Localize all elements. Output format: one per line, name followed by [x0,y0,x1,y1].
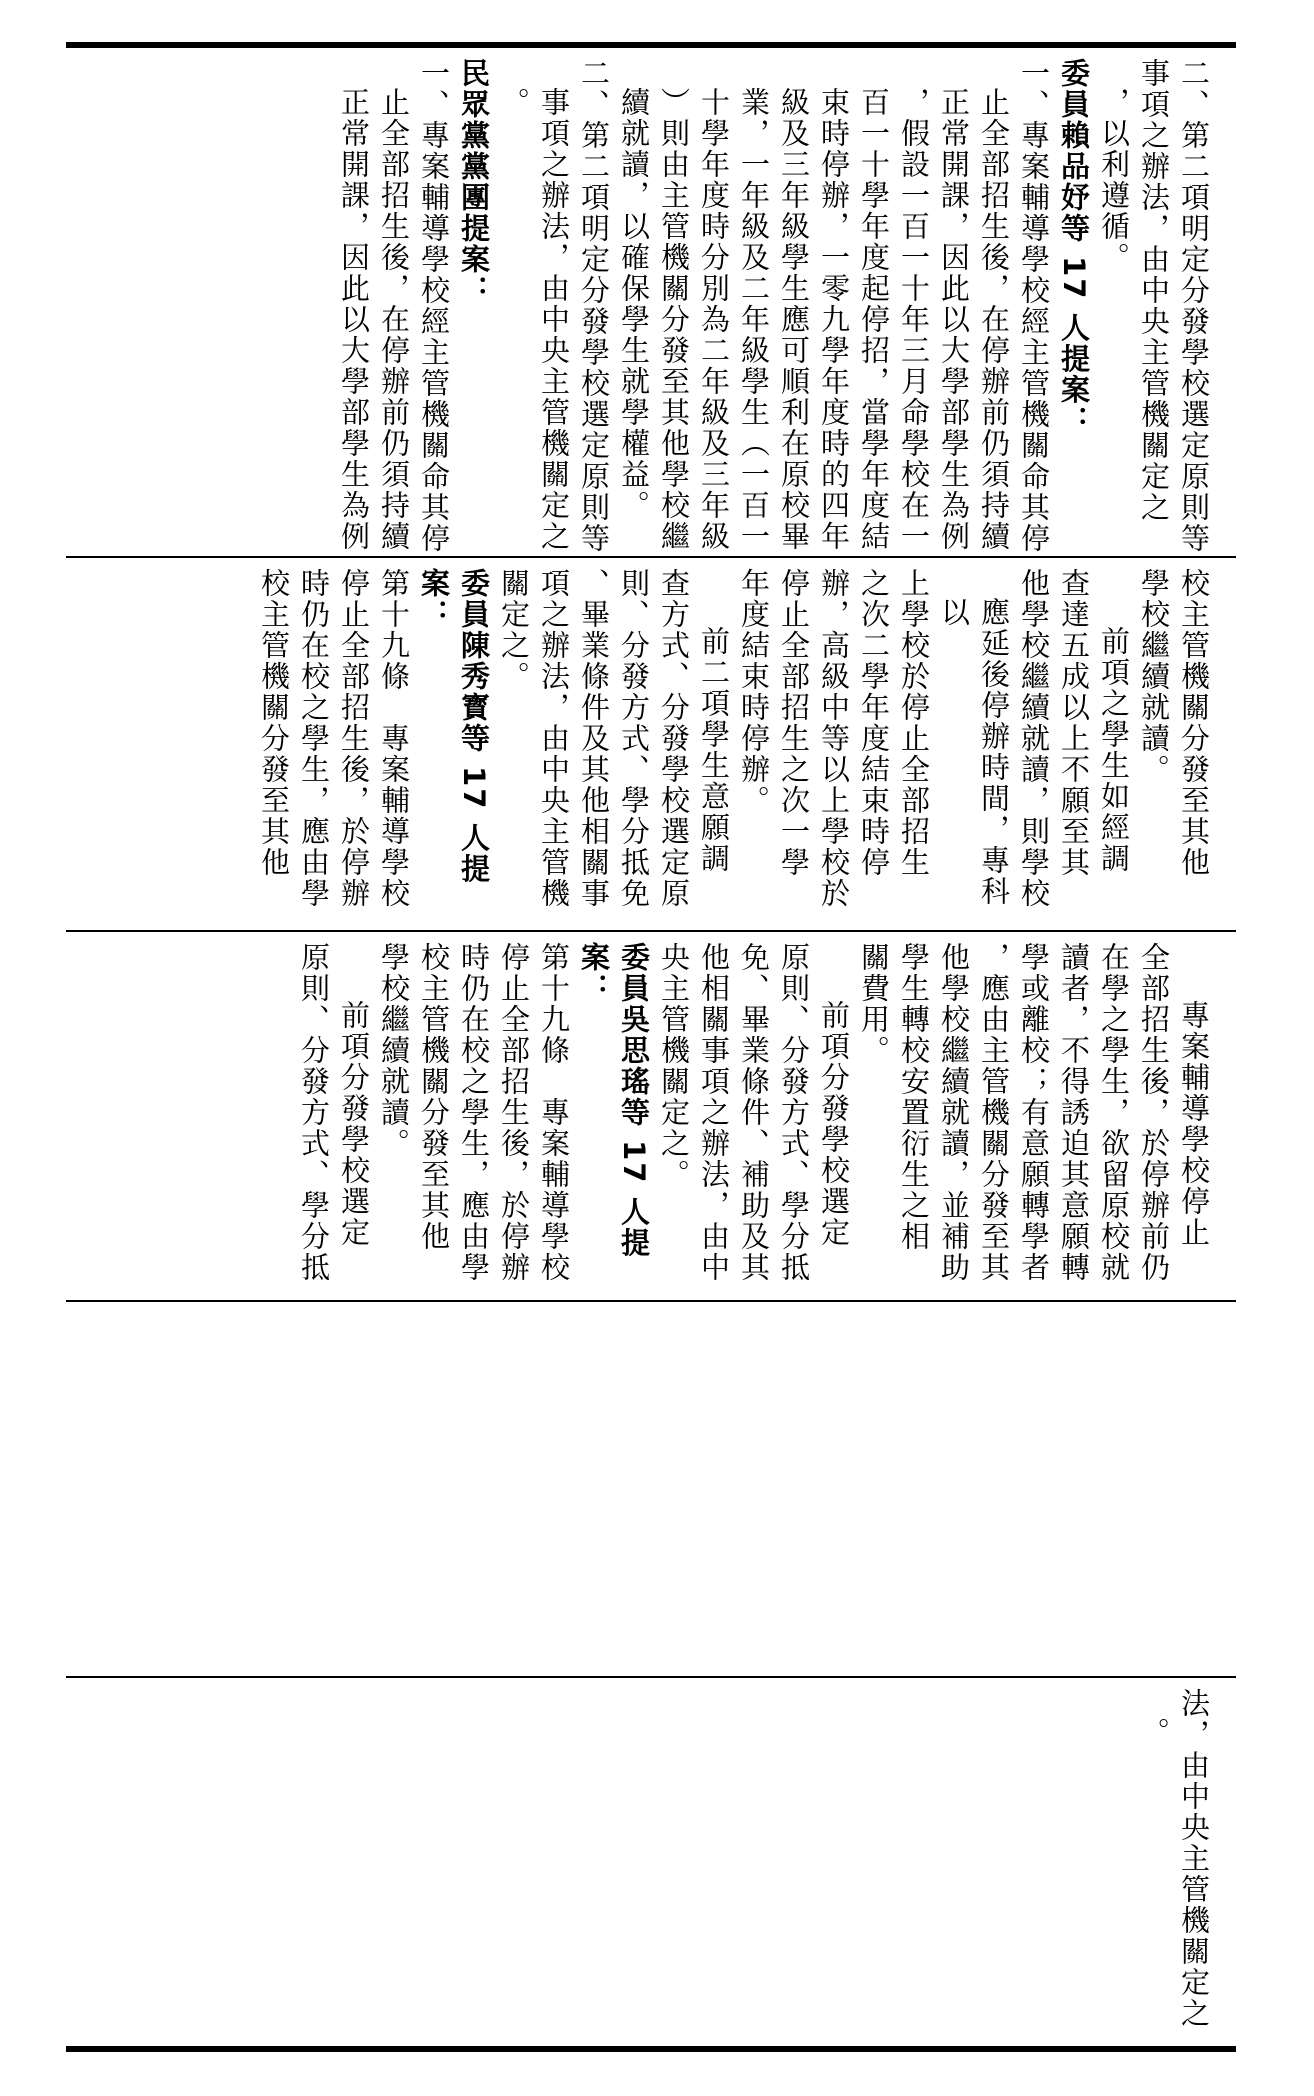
text-line: 百一十學年度起停招，當學年度結 [857,87,891,552]
text-line: 事項之辦法，由中央主管機關定之 [537,87,571,552]
text-line: 辦，高級中等以上學校於 [817,568,851,909]
text-line: 束時停辦，一零九學年度時的四年 [817,87,851,552]
text-line: ，以利遵循。 [1097,87,1131,273]
text-line: 時仍在校之學生，應由學 [457,942,491,1283]
text-line: 學生轉校安置衍生之相 [897,942,931,1252]
text-line: ）則由主管機關分發至其他學校繼 [657,87,691,552]
text-line: 央主管機關定之。 [657,942,691,1190]
text-line: 上學校於停止全部招生 [897,568,931,878]
text-line: 免、畢業條件、補助及其 [737,942,771,1283]
text-line: 全部招生後，於停辦前仍 [1137,942,1171,1283]
proposal-heading: 民眾黨黨團提案： [457,58,491,306]
text-line: 正常開課，因此以大學部學生為例 [937,87,971,552]
proposal-heading: 委員吳思瑤等 17 人提案： [577,942,651,1259]
text-line: 第十九條 專案輔導學校 [537,942,571,1283]
column-4-text [66,1302,1236,1674]
text-line: 一、專案輔導學校經主管機關命其停 [417,58,451,554]
text-line: ，假設一百一十年三月命學校在一 [897,87,931,552]
column-1 [66,48,1236,554]
text-line: 二、第二項明定分發學校選定原則等 [1177,58,1211,554]
text-line: ，應由主管機關分發至其 [977,942,1011,1283]
text-line: 級及三年級學生應可順利在原校畢 [777,87,811,552]
text-line: 業，一年級及二年級學生（一百一 [737,87,771,552]
text-line: 校主管機關分發至其他 [257,568,291,878]
text-line: 他學校繼續就讀，則學校 [1017,568,1051,909]
column-2 [66,558,1236,928]
text-line: 正常開課，因此以大學部學生為例 [337,87,371,552]
text-line: 停止全部招生之次一學 [777,568,811,878]
column-1-text [66,48,1236,554]
text-line: 之次二學年度結束時停 [857,568,891,878]
text-line: 學或離校；有意願轉學者 [1017,942,1051,1283]
bottom-rule [66,2046,1236,2052]
text-line: 時仍在校之學生，應由學 [297,568,331,909]
text-line: 。 [1137,1717,1171,1748]
column-3-text [66,932,1236,1298]
proposal-heading: 委員賴品妤等 17 人提案： [1057,58,1091,437]
text-line: 第十九條 專案輔導學校 [377,568,411,909]
proposal-heading: 委員陳秀寳等 17 人提案： [417,568,491,885]
text-line: 十學年度時分別為二年級及三年級 [697,87,731,552]
text-line: 止全部招生後，在停辦前仍須持續 [977,87,1011,552]
text-line: 停止全部招生後，於停辦 [497,942,531,1283]
text-line: 一、專案輔導學校經主管機關命其停 [1017,58,1051,554]
text-line: 他相關事項之辦法，由中 [697,942,731,1283]
text-line: 校主管機關分發至其他 [1177,568,1211,878]
text-line: 法，由中央主管機關定之 [1177,1688,1211,2029]
text-line: 止全部招生後，在停辦前仍須持續 [377,87,411,552]
text-line: 學校繼續就讀。 [377,942,411,1159]
text-line: 應延後停辦時間，專科以 [937,597,1011,907]
text-line: 前項之學生如經調 [1097,626,1131,874]
column-5 [66,1678,1236,2044]
text-line: 查達五成以上不願至其 [1057,568,1091,878]
text-line: 關定之。 [497,568,531,692]
text-line: 則、分發方式、學分抵免 [617,568,651,909]
text-line: 查方式、分發學校選定原 [657,568,691,909]
text-line: 在學之學生，欲留原校就 [1097,942,1131,1283]
column-3 [66,932,1236,1298]
text-line: 學校繼續就讀。 [1137,568,1171,785]
column-4 [66,1302,1236,1674]
text-line: 他學校繼續就讀，並補助 [937,942,971,1283]
text-line: 原則、分發方式、學分抵 [777,942,811,1283]
column-5-text [66,1678,1236,2044]
text-line: 前項分發學校選定 [337,1000,371,1248]
text-line: 。 [497,87,531,118]
text-line: 項之辦法，由中央主管機 [537,568,571,909]
text-line: 事項之辦法，由中央主管機關定之 [1137,58,1171,523]
text-line: 專案輔導學校停止 [1177,1000,1211,1248]
text-line: 校主管機關分發至其他 [417,942,451,1252]
text-line: 二、第二項明定分發學校選定原則等 [577,58,611,554]
text-line: 讀者，不得誘迫其意願轉 [1057,942,1091,1283]
column-2-text [66,558,1236,928]
text-line: 續就讀，以確保學生就學權益。 [617,87,651,521]
text-line: 原則、分發方式、學分抵 [297,942,331,1283]
text-line: 前二項學生意願調 [697,626,731,874]
text-line: 停止全部招生後，於停辦 [337,568,371,909]
text-line: 、畢業條件及其他相關事 [577,568,611,909]
text-line: 年度結束時停辦。 [737,568,771,816]
text-line: 前項分發學校選定 [817,1000,851,1248]
text-line: 關費用。 [857,942,891,1066]
